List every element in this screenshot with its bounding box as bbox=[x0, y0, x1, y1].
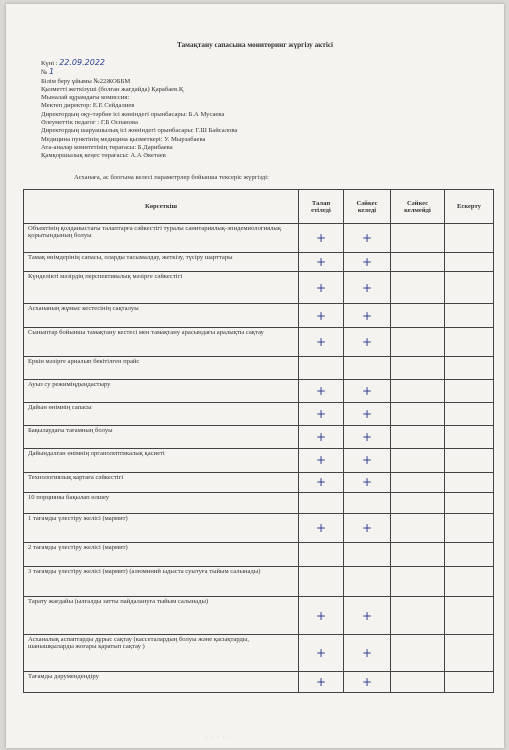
document-page bbox=[6, 4, 504, 748]
number-label: № bbox=[41, 69, 48, 77]
nomatch-mark bbox=[391, 472, 445, 492]
required-mark: + bbox=[299, 449, 344, 472]
indicator-cell: Тағамды дәрумендендіру bbox=[24, 671, 299, 692]
table-row bbox=[24, 492, 494, 513]
match-mark: + bbox=[344, 403, 391, 426]
note-cell bbox=[445, 513, 494, 542]
nomatch-mark bbox=[391, 449, 445, 472]
date-line bbox=[41, 59, 481, 68]
document-header bbox=[41, 59, 481, 161]
note-cell bbox=[445, 356, 494, 379]
required-mark: + bbox=[299, 513, 344, 542]
table-row bbox=[24, 426, 494, 449]
required-mark bbox=[299, 567, 344, 597]
required-mark: + bbox=[299, 327, 344, 356]
table-row bbox=[24, 597, 494, 635]
match-mark bbox=[344, 356, 391, 379]
indicator-cell: Бақылаудағы тағамның болуы bbox=[24, 426, 299, 449]
note-cell bbox=[445, 635, 494, 671]
commission-line: Қамқоршылық кеңес төрағасы: А.А Әкетаев bbox=[41, 152, 166, 160]
required-mark: + bbox=[299, 272, 344, 304]
indicator-cell: 3 тағамды үлестіру желісі (мармит) (алюминий ыдыста суытуға тыйым салынады) bbox=[24, 567, 299, 597]
indicator-cell: 10 порцияны бақылап өлшеу bbox=[24, 492, 299, 513]
intro-text: Асханаға, ас блогына келесі параметрлер бойынша тексеріс жүргізді: bbox=[74, 174, 269, 181]
note-cell bbox=[445, 379, 494, 402]
note-cell bbox=[445, 272, 494, 304]
table-row bbox=[24, 327, 494, 356]
match-mark: + bbox=[344, 597, 391, 635]
required-mark: + bbox=[299, 253, 344, 272]
commission-line: Қызметті жеткізуші (болған жағдайда) Қарабаев.Қ bbox=[41, 85, 184, 93]
table-row bbox=[24, 513, 494, 542]
table-row bbox=[24, 403, 494, 426]
indicator-cell: Ауыз су режиміңдыңдастыру bbox=[24, 379, 299, 402]
table-header-row bbox=[24, 190, 494, 224]
indicator-cell: Күнделікті мәзірдің перспективалық мәзірге сәйкестігі bbox=[24, 272, 299, 304]
nomatch-mark bbox=[391, 597, 445, 635]
indicator-cell: Асханалық аспаптарды дұрыс сақтау (кассеталардың болуы және қасықтарды, шанышқыларды жоғары қаратып сақтау ) bbox=[24, 635, 299, 671]
monitoring-table bbox=[23, 189, 494, 693]
match-mark: + bbox=[344, 635, 391, 671]
indicator-cell: Тамақ өнімдерінің сапасы, оларды тасымалдау, жеткізу, түсіру шарттары bbox=[24, 253, 299, 272]
date-value: 22.09.2022 bbox=[59, 58, 106, 67]
number-line bbox=[41, 68, 481, 77]
required-mark: + bbox=[299, 403, 344, 426]
match-mark: + bbox=[344, 449, 391, 472]
commission-list bbox=[41, 78, 481, 161]
required-mark bbox=[299, 356, 344, 379]
number-value: 1 bbox=[48, 67, 55, 77]
table-row bbox=[24, 567, 494, 597]
table-row bbox=[24, 224, 494, 253]
note-cell bbox=[445, 426, 494, 449]
nomatch-mark bbox=[391, 272, 445, 304]
match-mark: + bbox=[344, 253, 391, 272]
table-row bbox=[24, 472, 494, 492]
note-cell bbox=[445, 304, 494, 327]
note-cell bbox=[445, 597, 494, 635]
commission-line: Әлеуметтік педагог : Г.Б Оспанова bbox=[41, 119, 138, 127]
required-mark: + bbox=[299, 379, 344, 402]
note-cell bbox=[445, 472, 494, 492]
required-mark: + bbox=[299, 635, 344, 671]
match-mark: + bbox=[344, 671, 391, 692]
match-mark bbox=[344, 542, 391, 566]
indicator-cell: 2 тағамды үлестіру желісі (мармит) bbox=[24, 542, 299, 566]
note-cell bbox=[445, 327, 494, 356]
nomatch-mark bbox=[391, 426, 445, 449]
required-mark: + bbox=[299, 224, 344, 253]
nomatch-mark bbox=[391, 253, 445, 272]
match-mark: + bbox=[344, 472, 391, 492]
commission-line: Мыналай құрамдағы комиссия: bbox=[41, 94, 130, 102]
commission-line: Медицина пунктінің медицина қызметкері: У. Мырзабаева bbox=[41, 135, 206, 143]
indicator-cell: Сыныптар бойынша тамақтану кестесі мен тамақтану арасындағы аралықты сақтау bbox=[24, 327, 299, 356]
match-mark: + bbox=[344, 379, 391, 402]
commission-line: Директордың шаруашылық ісі жөніндегі орынбасары: Г.Ш Байсалова bbox=[41, 127, 238, 135]
match-mark: + bbox=[344, 426, 391, 449]
table-row bbox=[24, 272, 494, 304]
nomatch-mark bbox=[391, 304, 445, 327]
table-row bbox=[24, 635, 494, 671]
table-row bbox=[24, 356, 494, 379]
table-row bbox=[24, 449, 494, 472]
required-mark bbox=[299, 542, 344, 566]
indicator-cell: Тарату жағдайы (ылғалды затты пайдалануға тыйым салынады) bbox=[24, 597, 299, 635]
match-mark: + bbox=[344, 327, 391, 356]
col-header-nomatch: Сәйкес келмейді bbox=[391, 190, 445, 224]
required-mark: + bbox=[299, 671, 344, 692]
commission-line: Директордың оқу-тәрбие ісі жөніндегі орынбасары: Б.А Мусаева bbox=[41, 110, 225, 118]
nomatch-mark bbox=[391, 224, 445, 253]
match-mark bbox=[344, 567, 391, 597]
nomatch-mark bbox=[391, 671, 445, 692]
date-label: Күні : bbox=[41, 60, 58, 67]
note-cell bbox=[445, 449, 494, 472]
col-header-note: Ескерту bbox=[445, 190, 494, 224]
table-row bbox=[24, 542, 494, 566]
commission-line: Білім беру ұйымы №22ЖОББМ bbox=[41, 77, 131, 85]
indicator-cell: Дайын өнімнің сапасы bbox=[24, 403, 299, 426]
nomatch-mark bbox=[391, 513, 445, 542]
nomatch-mark bbox=[391, 567, 445, 597]
commission-line: Мектеп директор: Е.Е Сейдалиев bbox=[41, 102, 135, 110]
nomatch-mark bbox=[391, 327, 445, 356]
document-title: Тамақтану сапасына мониторинг жүргізу актісі bbox=[176, 41, 334, 49]
indicator-cell: Асхананың жұмыс кестесінің сақталуы bbox=[24, 304, 299, 327]
table-row bbox=[24, 253, 494, 272]
col-header-match: Сәйкес келеді bbox=[344, 190, 391, 224]
nomatch-mark bbox=[391, 356, 445, 379]
note-cell bbox=[445, 403, 494, 426]
indicator-cell: Дайындалған өнімнің органолептикалық қасиеті bbox=[24, 449, 299, 472]
nomatch-mark bbox=[391, 379, 445, 402]
indicator-cell: Объектінің қолданыстағы талаптарға сәйкестігі туралы санитариялық-эпидемиологиялық қорытындының болуы bbox=[24, 224, 299, 253]
note-cell bbox=[445, 492, 494, 513]
col-header-required: Талап етіледі bbox=[299, 190, 344, 224]
match-mark: + bbox=[344, 224, 391, 253]
required-mark: + bbox=[299, 304, 344, 327]
match-mark: + bbox=[344, 513, 391, 542]
note-cell bbox=[445, 224, 494, 253]
nomatch-mark bbox=[391, 403, 445, 426]
note-cell bbox=[445, 671, 494, 692]
indicator-cell: Еркін мәзірге арналып бекітілген прайс bbox=[24, 356, 299, 379]
table-row bbox=[24, 304, 494, 327]
match-mark bbox=[344, 492, 391, 513]
indicator-cell: Технологиялық картаға сәйкестігі bbox=[24, 472, 299, 492]
footer-mark: · · · · · bbox=[206, 735, 231, 741]
required-mark: + bbox=[299, 426, 344, 449]
match-mark: + bbox=[344, 272, 391, 304]
col-header-indicator: Көрсеткіш bbox=[24, 190, 299, 224]
commission-line: Ата-аналар комитетінің төрағасы: Б.Дарибаева bbox=[41, 143, 173, 151]
nomatch-mark bbox=[391, 542, 445, 566]
note-cell bbox=[445, 542, 494, 566]
note-cell bbox=[445, 567, 494, 597]
indicator-cell: 1 тағамды үлестіру желісі (мармит) bbox=[24, 513, 299, 542]
note-cell bbox=[445, 253, 494, 272]
required-mark: + bbox=[299, 597, 344, 635]
table-row bbox=[24, 671, 494, 692]
match-mark: + bbox=[344, 304, 391, 327]
required-mark bbox=[299, 492, 344, 513]
nomatch-mark bbox=[391, 492, 445, 513]
table-row bbox=[24, 379, 494, 402]
nomatch-mark bbox=[391, 635, 445, 671]
required-mark: + bbox=[299, 472, 344, 492]
